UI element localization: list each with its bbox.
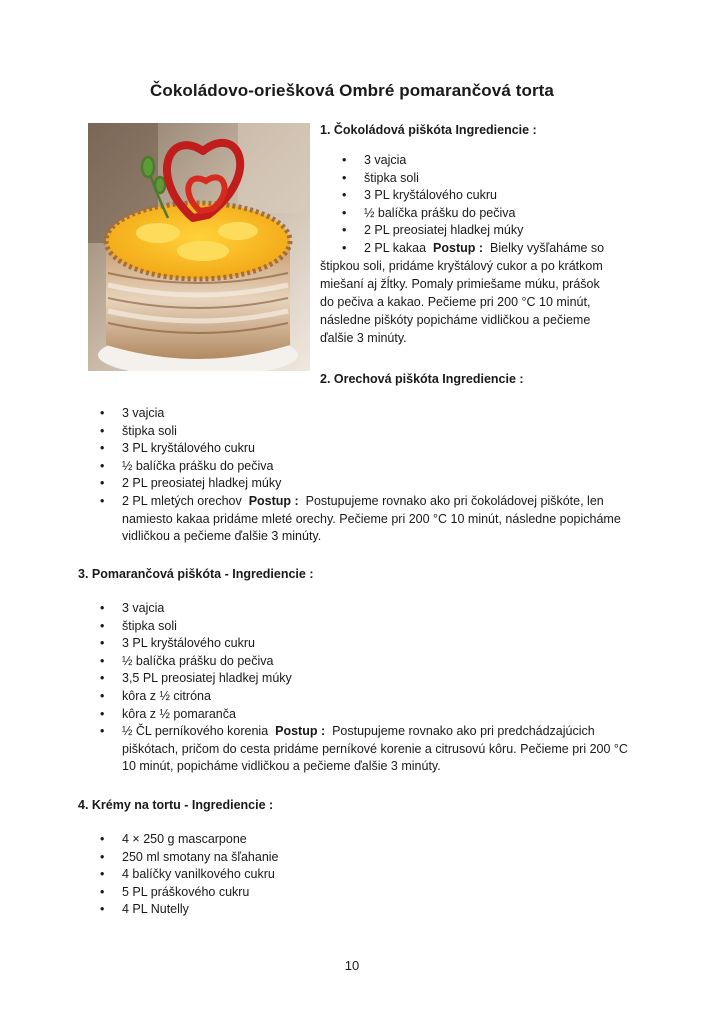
list-item — [320, 239, 640, 257]
list-item: • kôra z ½ pomaranča — [78, 706, 638, 724]
list-item: • ½ balíčka prášku do pečiva — [320, 204, 640, 222]
method-line: štipkou soli, pridáme kryštálový cukor a po krátkom — [320, 258, 603, 273]
section-1-ingredient-list — [320, 151, 640, 239]
ingredient-text: ½ ČL perníkového korenia — [122, 724, 269, 739]
section-3-ingredient-list — [78, 600, 638, 776]
list-item: • 3 vajcia — [320, 151, 640, 169]
section-chocolate-sponge — [320, 121, 640, 347]
method-line: miešaní aj žĺtky. Pomaly primiešame múku, prášok — [320, 276, 600, 291]
list-item: • 3,5 PL preosiatej hladkej múky — [78, 670, 638, 688]
list-item — [78, 723, 638, 776]
ingredient-text: 2 PL mletých orechov — [122, 493, 242, 508]
list-item: • 3 PL kryštálového cukru — [320, 186, 640, 204]
list-item: • 3 vajcia — [78, 600, 638, 618]
section-3-heading: 3. Pomarančová piškóta - Ingrediencie : — [78, 567, 314, 581]
method-text: Postupujeme rovnako ako pri čokoládovej piškóte, len namiesto kakaa pridáme mleté orechy. Pečieme pri 200 °C 10 minút, následne popicháme vidličkou a pečieme ďalšie 3 minúty. — [122, 493, 621, 544]
list-item: • 5 PL práškového cukru — [78, 884, 638, 902]
list-item: • 2 PL preosiatej hladkej múky — [320, 221, 640, 239]
list-item: • štipka soli — [78, 423, 638, 441]
section-2-heading: 2. Orechová piškóta Ingrediencie : — [320, 372, 524, 386]
section-4-ingredient-list — [78, 831, 638, 919]
method-line: do pečiva a kakao. Pečieme pri 200 °C 10 minút, — [320, 294, 591, 309]
page-number: 10 — [344, 958, 360, 973]
list-item: • 4 balíčky vanilkového cukru — [78, 866, 638, 884]
section-1-method — [320, 239, 640, 347]
section-1-heading: 1. Čokoládová piškóta Ingrediencie : — [320, 123, 537, 137]
list-item: • ½ balíčka prášku do pečiva — [78, 458, 638, 476]
list-item: • ½ balíčka prášku do pečiva — [78, 653, 638, 671]
list-item: • 3 vajcia — [78, 405, 638, 423]
postup-label: Postup : — [433, 240, 484, 255]
postup-label: Postup : — [275, 724, 326, 739]
section-2-ingredient-list — [78, 405, 638, 546]
method-text: Postupujeme rovnako ako pri predchádzajúcich piškótach, pričom do cesta pridáme perníkové korenie a citrusovú kôru. Pečieme pri 200 °C 10 minút, popicháme vidličkou a pečieme ďalšie 3 minúty. — [122, 724, 628, 774]
list-item — [78, 493, 638, 546]
method-line: následne piškóty popicháme vidličkou a pečieme — [320, 312, 591, 327]
cake-illustration — [88, 123, 310, 371]
page-title: Čokoládovo-oriešková Ombré pomarančová torta — [149, 81, 554, 100]
ingredient-text: 2 PL kakaa — [364, 240, 427, 255]
list-item: • štipka soli — [78, 618, 638, 636]
cake-photo — [88, 123, 310, 371]
list-item: • kôra z ½ citróna — [78, 688, 638, 706]
list-item: • 2 PL preosiatej hladkej múky — [78, 475, 638, 493]
list-item: • 250 ml smotany na šľahanie — [78, 849, 638, 867]
method-line: ďalšie 3 minúty. — [320, 330, 407, 345]
section-4-heading: 4. Krémy na tortu - Ingrediencie : — [78, 798, 274, 812]
list-item: • 4 × 250 g mascarpone — [78, 831, 638, 849]
list-item: • štipka soli — [320, 169, 640, 187]
list-item: • 3 PL kryštálového cukru — [78, 635, 638, 653]
list-item: • 4 PL Nutelly — [78, 901, 638, 919]
method-text: Bielky vyšľaháme so — [490, 240, 605, 255]
postup-label: Postup : — [248, 493, 299, 508]
list-item: • 3 PL kryštálového cukru — [78, 440, 638, 458]
